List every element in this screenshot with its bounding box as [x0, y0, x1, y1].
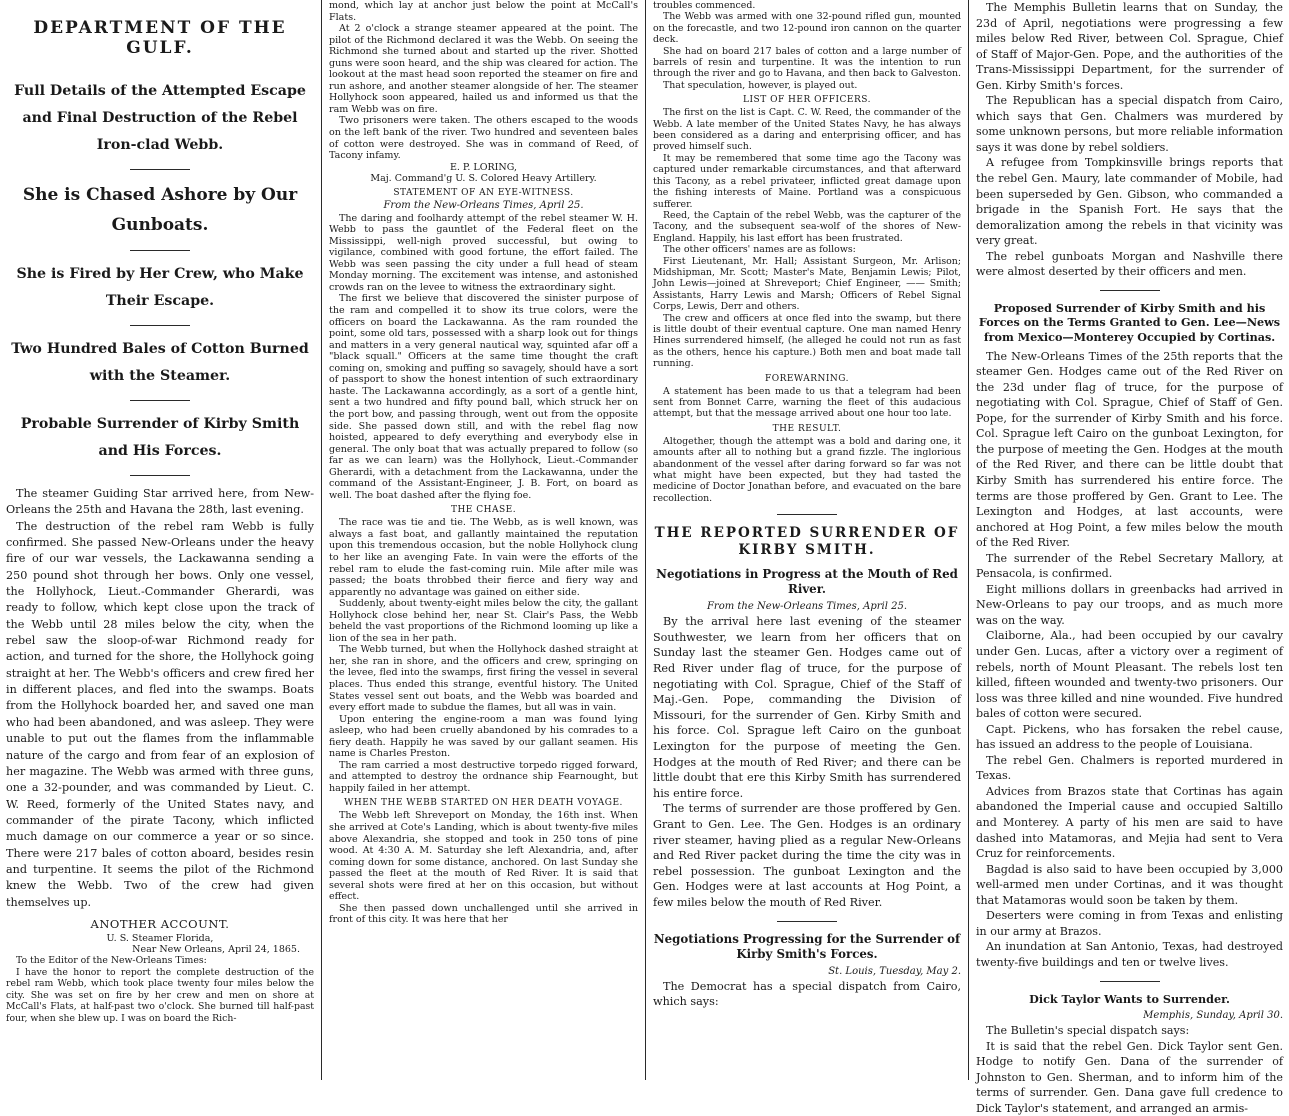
- section-divider: [130, 250, 190, 251]
- paragraph: She had on board 217 bales of cotton and a large number of barrels of resin and turpentine. It was the intention to run through the river and go to Havana, and then back to Galveston.: [653, 45, 962, 80]
- paragraph-block: [976, 249, 1283, 280]
- paragraph-block: [329, 213, 638, 294]
- paragraph-block: [976, 551, 1283, 582]
- paragraph: Claiborne, Ala., had been occupied by our cavalry under Gen. Lucas, after a victory over a regiment of rebels, north of Mount Pleasant. The rebels lost ten killed, fifteen wounded and twenty-two prisoners. Our loss was three killed and nine wounded. Five hundred bales of cotton were secured.: [976, 629, 1283, 721]
- paragraph: The crew and officers at once fled into the swamp, but there is little doubt of their eventual capture. One man named Henry Hines surrendered himself, (he alleged he could not run as fast as the others, hence his capture.) Both men and boat made tall running.: [653, 312, 961, 370]
- paragraph-block: [6, 519, 314, 911]
- paragraph: The other officers' names are as follows:: [663, 244, 856, 256]
- article-subhead: Negotiations in Progress at the Mouth of Red River.: [656, 567, 958, 597]
- paragraph-block: [329, 598, 638, 644]
- column-4: [970, 0, 1289, 1115]
- paragraph: The Democrat has a special dispatch from Cairo, which says:: [653, 979, 961, 1009]
- paragraph: The surrender of the Rebel Secretary Mallory, at Pensacola, is confirmed.: [976, 551, 1283, 581]
- paragraph: The first we believe that discovered the sinister purpose of the ram and compelled it to show its true colors, were the officers on board the Lackawanna. As the ram rounded the point, some old tars, possessed with a sharp look out for things and matters in a very general nautical way, squinted afar off a "black squall." Officers at the same time thought the craft coming on, smoking and puffing so savagely, should have a sort of passport to show the honest intention of such extraordinary haste. The Lackawanna accordingly, as a sort of a gentle hint, sent a two hundred and fifty pound ball, which struck her on the port bow, and passing through, went out from the opposite side. She passed down still, and with the rebel flag now hoisted, appeared to defy everything and everybody else in general. The only boat that was actually prepared to follow (so far as we can learn) was the Hollyhock, Lieut.-Commander Gherardi, with a detachment from the Lackawanna, under the command of the Assistant-Engineer, J. B. Fort, on board as well. The boat dashed after the flying foe.: [329, 293, 638, 501]
- paragraph: It may be remembered that some time ago the Tacony was captured under remarkable circumstances, and that afterward this Tacony, as a rebel privateer, inflicted great damage upon the fishing interests of Maine. Portland was a conspicuous sufferer.: [653, 152, 961, 210]
- paragraph: Eight millions dollars in greenbacks had arrived in New-Orleans to pay our troops, and as much more was on the way.: [976, 582, 1283, 627]
- paragraph-block: [653, 153, 961, 210]
- paragraph: The New-Orleans Times of the 25th reports that the steamer Gen. Hodges came out of the Red River on the 23d under flag of truce, for the purpose of negotiating with Col. Sprague, Chief of Staff of Gen. Pope, for the surrender of Kirby Smith and his force. Col. Sprague left Cairo on the gunboat Lexington, for the purpose of meeting the Gen. Hodges at the mouth of the Red River, and there can be little doubt that Kirby Smith has surrendered his entire force. The terms are those proffered by Gen. Grant to Lee. The Lexington and Hodges, at last accounts, were anchored at Hog Point, a few miles below the mouth of the Red River.: [976, 349, 1283, 550]
- subheading: THE RESULT.: [772, 423, 842, 434]
- signature-line: Near New Orleans, April 24, 1865.: [132, 943, 300, 955]
- source-line: From the New-Orleans Times, April 25.: [706, 601, 907, 613]
- paragraph-block: [329, 517, 638, 598]
- section-divider: [1100, 290, 1160, 291]
- source-line: From the New-Orleans Times, April 25.: [383, 199, 584, 211]
- paragraph: At 2 o'clock a strange steamer appeared at the point. The pilot of the Richmond declared it was the Webb. On seeing the Richmond she turned about and started up the river. Shotted guns were soon heard, and the ship was cleared for action. The lookout at the mast head soon reported the steamer on fire and run ashore, and another steamer alongside of her. The steamer Hollyhock soon appeared, hailed us and informed us that the ram Webb was on fire.: [329, 23, 638, 115]
- section-divider: [130, 400, 190, 401]
- deck-headline: Probable Surrender of Kirby Smith and His Forces.: [20, 416, 300, 459]
- paragraph: Suddenly, about twenty-eight miles below the city, the gallant Hollyhock close behind her, near St. Clair's Pass, the Webb beheld the vast proportions of the Richmond looming up like a lion of the sea in her path.: [329, 598, 638, 644]
- paragraph-block: [976, 0, 1283, 93]
- dateline: Memphis, Sunday, April 30.: [1143, 1010, 1283, 1022]
- article-subhead: Dick Taylor Wants to Surrender.: [1029, 991, 1230, 1006]
- dateline: St. Louis, Tuesday, May 2.: [828, 965, 961, 977]
- paragraph: Deserters were coming in from Texas and enlisting in our army at Brazos.: [976, 909, 1283, 938]
- paragraph: The terms of surrender are those proffered by Gen. Grant to Gen. Lee. The Gen. Hodges is an ordinary river steamer, having plied as a regular New-Orleans and Red River packet during the time the city was in rebel possession. The gunboat Lexington and the Gen. Hodges were at last accounts at Hog Point, a few miles below the mouth of Red River.: [653, 802, 961, 909]
- paragraph-block: [653, 313, 961, 370]
- paragraph-block: [976, 628, 1283, 721]
- subheading: STATEMENT OF AN EYE-WITNESS.: [393, 187, 574, 198]
- paragraph-block: [329, 903, 638, 926]
- signature-line: Maj. Command'g U. S. Colored Heavy Artillery.: [370, 172, 597, 184]
- section-divider: [777, 514, 837, 515]
- paragraph: To the Editor of the New-Orleans Times:: [16, 954, 207, 966]
- paragraph: An inundation at San Antonio, Texas, had destroyed twenty-five buildings and ten or twelve lives.: [976, 940, 1283, 969]
- section-divider: [130, 169, 190, 170]
- section-divider: [777, 921, 837, 922]
- deck-headline: She is Fired by Her Crew, who Make Their Escape.: [16, 266, 304, 309]
- paragraph: By the arrival here last evening of the steamer Southwester, we learn from her officers that on Sunday last the steamer Gen. Hodges came out of Red River under flag of truce, for the purpose of negotiating with Col. Sprague, Chief of the Staff of Maj.-Gen. Pope, commanding the Division of Missouri, for the surrender of Gen. Kirby Smith and his force. Col. Sprague left Cairo on the gunboat Lexington for the purpose of meeting the Gen. Hodges at the mouth of Red River; and there can be little doubt that ere this Kirby Smith has surrendered his entire force.: [653, 615, 961, 800]
- paragraph-block: [976, 753, 1283, 784]
- paragraph: It is said that the rebel Gen. Dick Taylor sent Gen. Hodge to notify Gen. Dana of the surrender of Johnston to Gen. Sherman, and to inform him of the terms of surrender. Gen. Dana gave full credence to Dick Taylor's statement, and arranged an armis-: [976, 1039, 1283, 1115]
- paragraph-block: [976, 155, 1283, 248]
- paragraph: Two prisoners were taken. The others escaped to the woods on the left bank of the river. Two hundred and seventeen bales of cotton were destroyed. She was in command of Reed, of Tacony infamy.: [329, 115, 638, 162]
- deck-headline: Full Details of the Attempted Escape and Final Destruction of the Rebel Iron-clad Webb.: [14, 83, 306, 153]
- paragraph-block: [653, 210, 961, 244]
- subheading: ANOTHER ACCOUNT.: [90, 916, 230, 931]
- paragraph-block: [653, 979, 961, 1010]
- column-1: [0, 0, 320, 1080]
- paragraph-block: [976, 1039, 1283, 1116]
- paragraph-block: [329, 115, 638, 161]
- paragraph: troubles commenced.: [653, 0, 756, 11]
- deck-headline: She is Chased Ashore by Our Gunboats.: [22, 185, 298, 235]
- paragraph-block: [976, 93, 1283, 155]
- paragraph: I have the honor to report the complete destruction of the rebel ram Webb, which took place twenty four miles below the city. She was set on fire by her crew and men on shore at McCall's Flats, at half-past two o'clock. She burned till half-past four, when she blew up. I was on board the Rich-: [6, 966, 314, 1024]
- article-subhead: Proposed Surrender of Kirby Smith and his Forces on the Terms Granted to Gen. Lee—News from Mexico—Monterey Occupied by Cortinas.: [978, 300, 1281, 345]
- subheading: FOREWARNING.: [764, 373, 850, 384]
- article-subhead: Negotiations Progressing for the Surrender of Kirby Smith's Forces.: [653, 931, 961, 961]
- column-rule: [968, 0, 969, 1080]
- paragraph: Advices from Brazos state that Cortinas has again abandoned the Imperial cause and occupied Saltillo and Monterey. A party of his men are said to have dashed into Matamoras, and Mejia had sent to Vera Cruz for reinforcements.: [976, 784, 1283, 861]
- paragraph: The Webb left Shreveport on Monday, the 16th inst. When she arrived at Cote's Landing, which is about twenty-five miles above Alexandria, she stopped and took in 250 tons of pine wood. At 4:30 A. M. Saturday she left Alexandria, and, after coming down for some distance, anchored. On last Sunday she passed the fleet at the mouth of Red River. It is said that several shots were fired at her on this occasion, but without effect.: [329, 810, 638, 903]
- section-divider: [130, 475, 190, 476]
- paragraph-block: [329, 23, 638, 115]
- paragraph-block: [653, 0, 961, 11]
- paragraph: The rebel gunboats Morgan and Nashville there were almost deserted by their officers and men.: [976, 249, 1283, 279]
- column-rule: [321, 0, 322, 1080]
- column-3: [647, 0, 967, 1080]
- paragraph: The Bulletin's special dispatch says:: [986, 1024, 1190, 1038]
- paragraph: That speculation, however, is played out.: [663, 79, 858, 91]
- paragraph-block: [653, 436, 961, 504]
- paragraph-block: [976, 349, 1283, 551]
- column-rule: [645, 0, 646, 1080]
- article-headline: THE REPORTED SURRENDER OF KIRBY SMITH.: [654, 525, 960, 559]
- paragraph: The destruction of the rebel ram Webb is fully confirmed. She passed New-Orleans under the heavy fire of our war vessels, the Lackawanna sending a 250 pound shot through her bows. Only one vessel, the Hollyhock, Lieut.-Commander Gherardi, was ready to follow, which kept close upon the track of the Webb until 28 miles below the city, when the rebel saw the sloop-of-war Richmond ready for action, and turned for the shore, the Hollyhock going straight at her. The Webb's officers and crew fired her in different places, and fled into the swamps. Boats from the Hollyhock boarded her, and saved one man who had been abandoned, and was asleep. They were unable to put out the flames from the inflammable nature of the cargo and from fear of an explosion of her magazine. The Webb was armed with three guns, one a 32-pounder, and was commanded by Lieut. C. W. Reed, formerly of the United States navy, and commander of the pirate Tacony, which inflicted much damage on our commerce a year or so since. There were 217 bales of cotton aboard, besides resin and turpentine. It seems the pilot of the Richmond knew the Webb. Two of the crew had given themselves up.: [6, 519, 314, 909]
- paragraph-block: [976, 582, 1283, 629]
- paragraph: She then passed down unchallenged until she arrived in front of this city. It was here that her: [329, 902, 638, 926]
- paragraph: The daring and foolhardy attempt of the rebel steamer W. H. Webb to pass the gauntlet of the Federal fleet on the Mississippi, well-nigh proved successful, but owing to vigilance, combined with good fortune, the effort failed. The Webb was seen passing the city under a full head of steam Monday morning. The excitement was intense, and astonished crowds ran on the levee to witness the extraordinary sight.: [329, 212, 638, 293]
- paragraph-block: [653, 80, 961, 91]
- signature-line: U. S. Steamer Florida,: [106, 932, 214, 944]
- paragraph: The Webb turned, but when the Hollyhock dashed straight at her, she ran in shore, and the officers and crew, springing on the levee, fled into the swamps, first firing the vessel in several places. Thus ended this strange, eventful history. The United States vessel sent out boats, and the Webb was boarded and every effort made to subdue the flames, but all was in vain.: [329, 644, 638, 714]
- paragraph-block: [6, 967, 314, 1025]
- paragraph: The ram carried a most destructive torpedo rigged forward, and attempted to destroy the ordnance ship Fearnought, but happily failed in her attempt.: [329, 759, 638, 794]
- paragraph-block: [976, 722, 1283, 753]
- paragraph-block: [976, 908, 1283, 939]
- paragraph: The race was tie and tie. The Webb, as is well known, was always a fast boat, and gallantly maintained the reputation upon this tremendous occasion, but the noble Hollyhock clung to her like an avenging Fate. In vain were the efforts of the rebel ram to elude the fast-coming ruin. Mile after mile was passed; the boats throbbed their fierce and fiery way and apparently no advantage was gained on either side.: [329, 517, 638, 598]
- section-divider: [1100, 981, 1160, 982]
- paragraph-block: [329, 293, 638, 501]
- paragraph-block: [6, 955, 314, 967]
- paragraph: The Webb was armed with one 32-pound rifled gun, mounted on the forecastle, and two 12-pound iron cannon on the quarter deck.: [653, 11, 961, 46]
- paragraph-block: [653, 386, 961, 420]
- paragraph: Bagdad is also said to have been occupied by 3,000 well-armed men under Cortinas, and it was thought that Matamoras would soon be taken by them.: [976, 862, 1283, 907]
- paragraph-block: [653, 11, 961, 45]
- paragraph: Upon entering the engine-room a man was found lying asleep, who had been cruelly abandoned by his comrades to a fiery death. Happily he was saved by our gallant seamen. His name is Charles Preston.: [329, 713, 638, 760]
- paragraph: The first on the list is Capt. C. W. Reed, the commander of the Webb. A late member of the United States Navy, he has always been considered as a daring and enterprising officer, and has proved himself such.: [653, 107, 961, 153]
- paragraph-block: [329, 714, 638, 760]
- paragraph-block: [329, 644, 638, 713]
- paragraph-block: [653, 614, 961, 801]
- paragraph: A statement has been made to us that a telegram had been sent from Bonnet Carre, warning the fleet of this audacious attempt, but that the message arrived about one hour too late.: [653, 385, 961, 420]
- paragraph-block: [653, 801, 961, 910]
- paragraph-block: [329, 810, 638, 902]
- paragraph-block: [6, 486, 314, 519]
- paragraph: The Memphis Bulletin learns that on Sunday, the 23d of April, negotiations were progressing a few miles below Red River, between Col. Sprague, Chief of Staff of Major-Gen. Pope, and the authorities of the Trans-Mississippi Department, for the surrender of Gen. Kirby Smith's forces.: [976, 1, 1283, 92]
- headline: DEPARTMENT OF THE GULF.: [33, 18, 287, 58]
- paragraph-block: [653, 244, 961, 255]
- column-2: [323, 0, 644, 1080]
- paragraph-block: [976, 862, 1283, 909]
- paragraph-block: [653, 256, 961, 313]
- paragraph: Altogether, though the attempt was a bold and daring one, it amounts after all to nothing but a grand fizzle. The inglorious abandonment of the vessel after daring forward so far was not what might have been expected, but they had tasted the medicine of Doctor Jonathan before, and evacuated on the bare recollection.: [653, 435, 961, 504]
- subheading: LIST OF HER OFFICERS.: [743, 95, 871, 106]
- paragraph-block: [976, 784, 1283, 862]
- paragraph: The rebel Gen. Chalmers is reported murdered in Texas.: [976, 753, 1283, 783]
- subheading: THE CHASE.: [450, 505, 517, 516]
- paragraph-block: [653, 46, 961, 80]
- paragraph-block: [329, 760, 638, 795]
- paragraph: First Lieutenant, Mr. Hall; Assistant Surgeon, Mr. Arlison; Midshipman, Mr. Scott; Master's Mate, Benjamin Lewis; Pilot, John Lewis—joined at Shreveport; Chief Engineer, —— Smith; Assistants, Harry Lewis and Marsh; Officers of Rebel Signal Corps, Lewis, Derr and others.: [653, 255, 961, 313]
- paragraph: A refugee from Tompkinsville brings reports that the rebel Gen. Maury, late commander of Mobile, had been superseded by Gen. Gibson, who commanded a brigade in the Spanish Fort. He says that the demoralization among the rebels in that vicinity was very great.: [976, 156, 1283, 248]
- paragraph: mond, which lay at anchor just below the point at McCall's Flats.: [329, 0, 638, 23]
- paragraph-block: [653, 107, 961, 153]
- deck-headline: Two Hundred Bales of Cotton Burned with the Steamer.: [11, 341, 309, 384]
- paragraph-block: [329, 0, 638, 23]
- paragraph-block: [976, 1023, 1283, 1039]
- subheading: WHEN THE WEBB STARTED ON HER DEATH VOYAGE.: [344, 798, 623, 809]
- paragraph: The steamer Guiding Star arrived here, from New-Orleans the 25th and Havana the 28th, last evening.: [6, 487, 314, 517]
- paragraph: Reed, the Captain of the rebel Webb, was the capturer of the Tacony, and the subsequent sea-wolf of the shores of New-England. Happily, his last effort has been frustrated.: [653, 209, 961, 244]
- paragraph: The Republican has a special dispatch from Cairo, which says that Gen. Chalmers was murdered by some unknown persons, but more reliable information says it was done by rebel soldiers.: [976, 94, 1283, 154]
- paragraph: Capt. Pickens, who has forsaken the rebel cause, has issued an address to the people of Louisiana.: [976, 722, 1283, 752]
- section-divider: [130, 325, 190, 326]
- signature-line: E. P. LORING,: [449, 161, 518, 173]
- paragraph-block: [976, 939, 1283, 970]
